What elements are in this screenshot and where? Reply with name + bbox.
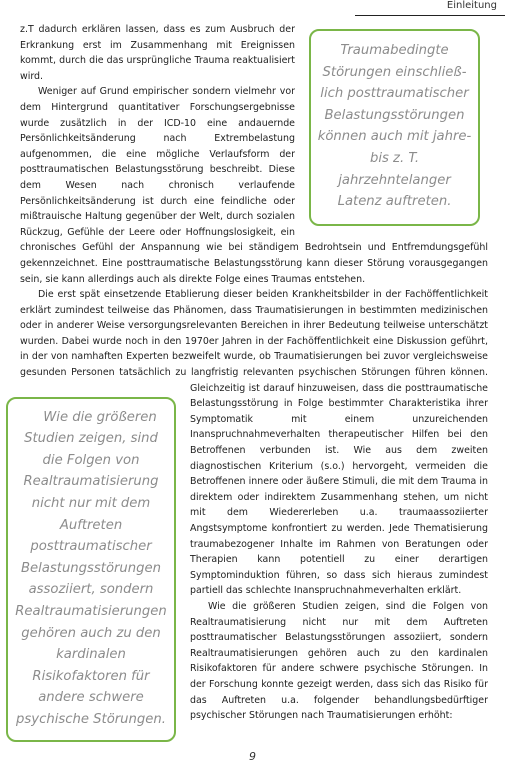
pull-quote-latency: Traumabedingte Störungen einschließlich posttraumatischer Belastungsstörungen können auch mit jahrebis z. T. jahrzehntelanger Latenz auftreten. — [309, 29, 480, 226]
pull-quote-risk-factors: Wie die größeren Studien zeigen, sind die Folgen von Realtraumatisierung nicht nur mit dem Auftreten posttraumatischer Belastungsstörungen assoziiert, sondern Realtraumatisierungen gehören auch zu den kardinalen Risikofaktoren für andere schwere psychische Störungen. — [6, 397, 176, 742]
paragraph-1: z.T dadurch erklären lassen, dass es zum Ausbruch der Erkrankung erst im Zusammenhang mit Ereignissen kommt, durch die das ursprüngliche Trauma reaktualisiert wird. — [20, 24, 295, 82]
paragraph-3: Die erst spät einsetzende Etablierung dieser beiden Krankheitsbilder in der Fachöffentlichkeit erklärt zumindest teilweise das Phänomen, dass Traumatisierungen in bestimmten medizinischen oder in anderer Weise versorgungsrelevanten Bereichen in ihrer Bedeutung teilweise unterschätzt wurden. Dabei wurde noch in den 1970er Jahren in der Fachöffentlichkeit eine Diskussion geführt, in der von namhaften Experten bezweifelt wurde, ob Traumatisierungen bei zuvor vergleichsweise gesunden Personen tatsächlich zu langfristig relevanten psychischen Störungen führen können. Gleichzeitig ist darauf hinzuweisen, dass die post Wie die größeren Studien zeigen, sind die Folgen von Realtraumatisierung nicht nur mit dem Auftreten posttraumatischer Belastungsstörungen assoziiert, sondern Realtraumatisierungen gehören auch zu den kardinalen Risikofaktoren für andere schwere psychische Störungen. traumatische Belastungsstörung in Folge bestimmter Charakteristika ihrer Symptomatik mit einem unzureichenden Inanspruchnahmeverhalten therapeutischer Hilfen bei den Betroffenen verbunden ist. Wie aus dem zweiten diagnostischen Kriterium (s.o.) hervorgeht, vermeiden die Betroffenen innere oder äußere Stimuli, die mit dem Trauma in direktem oder indirektem Zusammenhang stehen, um nicht mit dem Wiedererleben u.a. traumaassoziierter Angstsymptome konfrontiert zu werden. Jede Thematisierung traumabezogener Inhalte im Rahmen von Beratungen oder Therapien kann potentiell zu einer derartigen Symptominduktion führen, so dass sich hieraus zumindest partiell das schlechte Inanspruchnahmeverhalten erklärt. — [20, 287, 488, 599]
paragraph-2: Weniger auf Grund empirischer sondern vielmehr vor dem Hintergrund quantitativer Forschungsergebnisse wurde zusätzlich in der ICD-10 eine andauernde Persönlichkeitsänderung nach Extrembelastung aufgenommen, die eine mögliche Verlaufsform der posttraumatischen Belastungsstörung beschreibt. Diese dem Wesen nach chronisch verlaufende Persönlichkeitsänderung ist durch eine feindliche oder mißtrauische Haltung gegenüber der Welt, durch sozialen Rückzug, Gefühle der Leere oder Hoffnungslosigkeit, ein chronisches Gefühl der Anspannung wie bei ständigem Bedrohtsein und Entfremdungsgefühl gekennzeichnet. Eine posttraumatische Belastungsstörung kann dieser Störung vorausgegangen sein, sie kann allerdings auch als direkte Folge eines Traumas entstehen. — [20, 86, 488, 285]
page-body — [15, 22, 488, 748]
paragraph-4: Wie die größeren Studien zeigen, sind die Folgen von Realtraumatisierung nicht nur mit dem Auftreten posttraumatischer Belastungsstörungen assoziiert, sondern Realtraumatisierungen gehören auch zu den kardinalen Risikofaktoren für andere schwere psychische Störungen. In der Forschung konnte gezeigt werden, dass sich das Risiko für das Auftreten u.a. folgender behandlungsbedürftiger psychischer Störungen nach Traumatisierungen erhöht: — [190, 600, 488, 722]
page-number: 9 — [249, 750, 256, 763]
header-rule — [355, 15, 505, 16]
running-header-title: Einleitung — [446, 0, 497, 11]
